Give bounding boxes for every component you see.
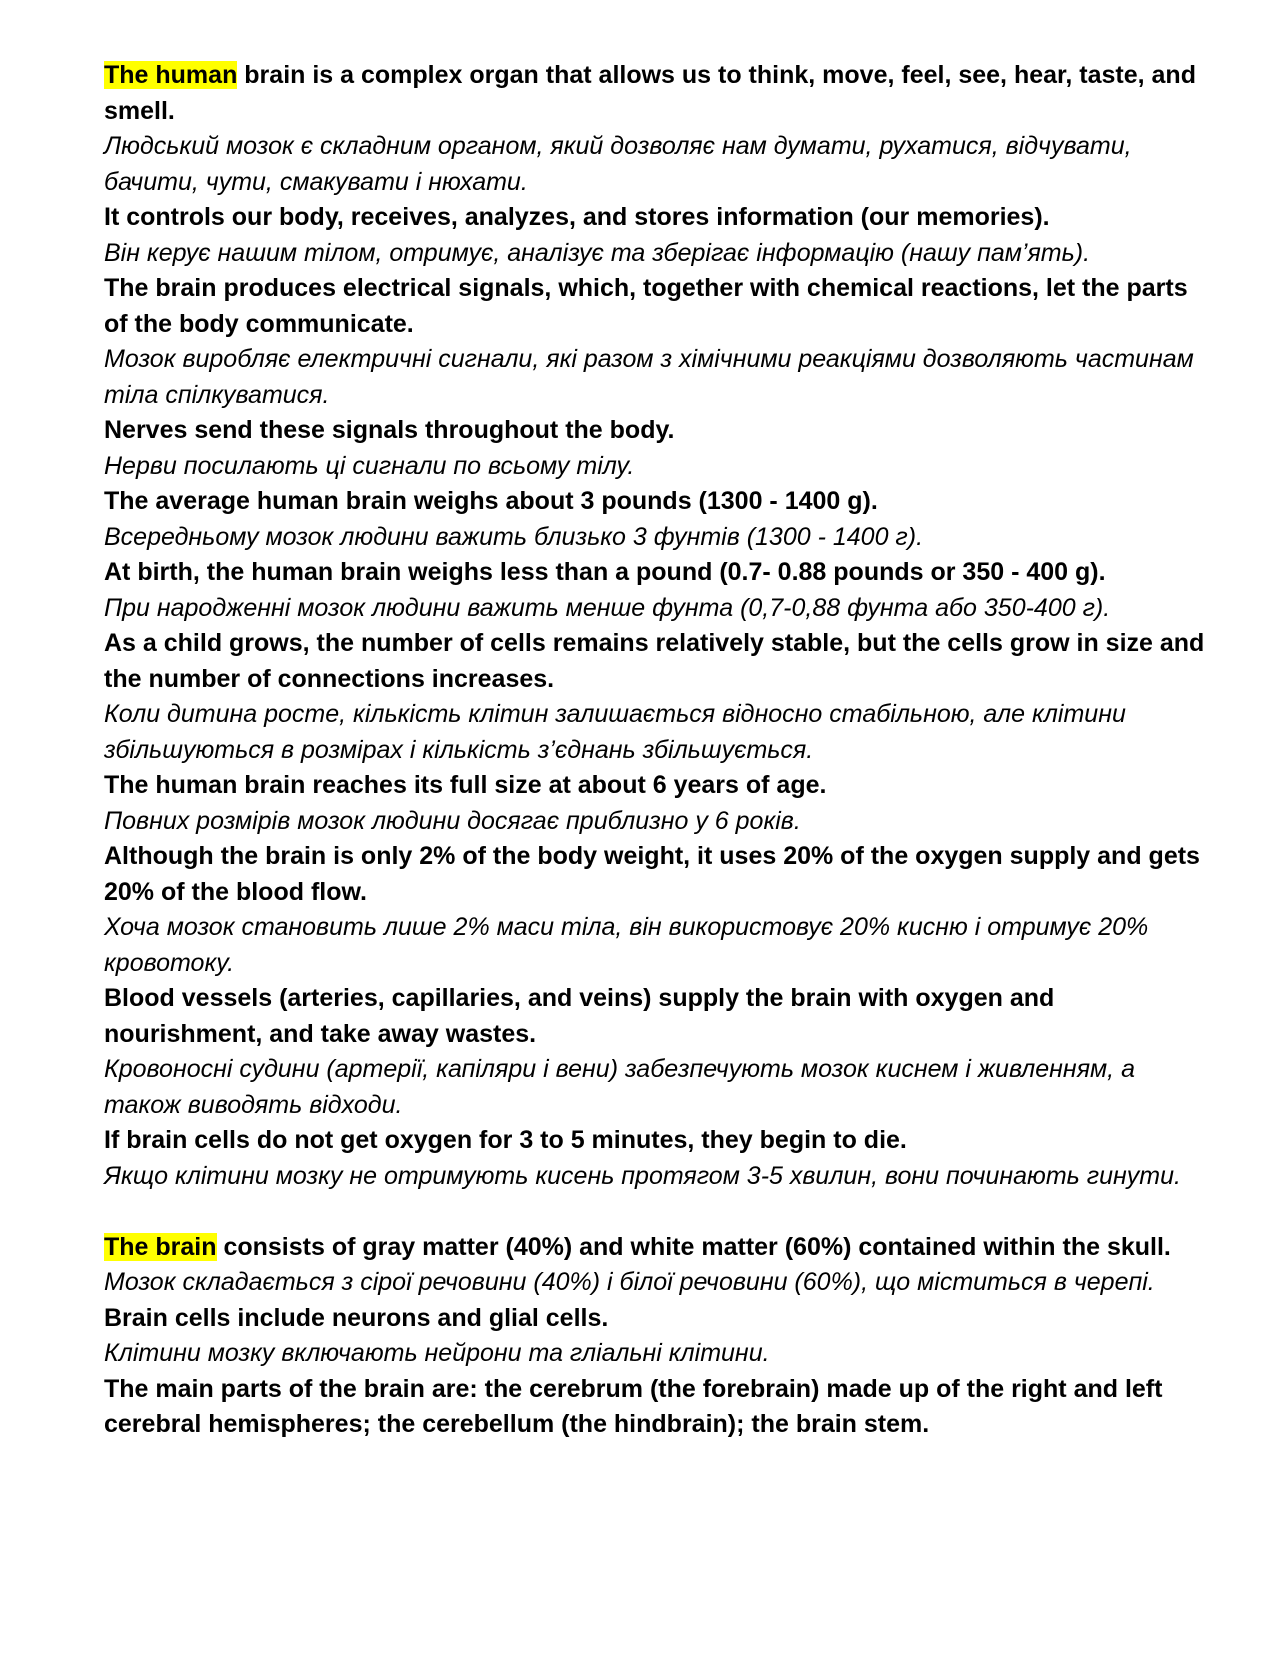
sentence-translation: Він керує нашим тілом, отримує, аналізує та зберігає інформацію (нашу пам’ять). <box>104 238 1091 267</box>
document-page <box>104 58 1214 1443</box>
sentence-english: The main parts of the brain are: the cerebrum (the forebrain) made up of the right and left cerebral hemispheres; the cerebellum (the hindbrain); the brain stem. <box>104 1374 1163 1438</box>
sentence-translation: Кровоносні судини (артерії, капіляри і вени) забезпечують мозок киснем і живленням, а також виводять відходи. <box>104 1055 1135 1119</box>
paragraph-spacer <box>104 1194 1214 1230</box>
sentence-english: Blood vessels (arteries, capillaries, and veins) supply the brain with oxygen and nourishment, and take away wastes. <box>104 984 1055 1048</box>
sentence-translation: Людський мозок є складним органом, який дозволяє нам думати, рухатися, відчувати, бачити, чути, смакувати і нюхати. <box>104 132 1132 196</box>
sentence-translation: Клітини мозку включають нейрони та гліальні клітини. <box>104 1339 770 1367</box>
sentence-english: The average human brain weighs about 3 pounds (1300 - 1400 g). <box>104 487 878 515</box>
sentence-english: The brain produces electrical signals, which, together with chemical reactions, let the parts of the body communicate. <box>104 274 1188 338</box>
sentence-english: The human brain reaches its full size at about 6 years of age. <box>104 771 827 799</box>
sentence-english <box>104 58 1214 129</box>
sentence-translation: Хоча мозок становить лише 2% маси тіла, він використовує 20% кисню і отримує 20% кровотоку. <box>104 913 1149 977</box>
highlighted-text: The brain <box>104 1232 217 1261</box>
sentence-english: Nerves send these signals throughout the body. <box>104 416 675 444</box>
sentence-english <box>104 1230 1214 1266</box>
sentence-translation: Мозок складається з сірої речовини (40%) і білої речовини (60%), що міститься в черепі. <box>104 1268 1155 1296</box>
sentence-english: It controls our body, receives, analyzes, and stores information (our memories). <box>104 203 1050 231</box>
sentence-translation: Коли дитина росте, кількість клітин залишається відносно стабільною, але клітини збільшуються в розмірах і кількість з’єднань збільшується. <box>104 700 1126 764</box>
sentence-translation: При народженні мозок людини важить менше фунта (0,7-0,88 фунта або 350-400 г). <box>104 593 1111 622</box>
sentence-english: Brain cells include neurons and glial cells. <box>104 1303 609 1332</box>
sentence-translation: Всередньому мозок людини важить близько 3 фунтів (1300 - 1400 г). <box>104 522 924 551</box>
sentence-english: As a child grows, the number of cells remains relatively stable, but the cells grow in size and the number of connections increases. <box>104 629 1205 693</box>
sentence-translation: Якщо клітини мозку не отримують кисень протягом 3-5 хвилин, вони починають гинути. <box>104 1161 1181 1190</box>
sentence-text: brain is a complex organ that allows us to think, move, feel, see, hear, taste, and smell. <box>104 61 1196 125</box>
sentence-translation: Мозок виробляє електричні сигнали, які разом з хімічними реакціями дозволяють частинам тіла спілкуватися. <box>104 345 1194 409</box>
highlighted-text: The human <box>104 61 238 89</box>
sentence-text: consists of gray matter (40%) and white matter (60%) contained within the skull. <box>216 1232 1171 1261</box>
sentence-english: If brain cells do not get oxygen for 3 to 5 minutes, they begin to die. <box>104 1126 907 1154</box>
sentence-translation: Нерви посилають ці сигнали по всьому тілу. <box>104 451 635 480</box>
sentence-translation: Повних розмірів мозок людини досягає приблизно у 6 років. <box>104 806 801 835</box>
sentence-english: At birth, the human brain weighs less than a pound (0.7- 0.88 pounds or 350 - 400 g). <box>104 558 1106 586</box>
sentence-english: Although the brain is only 2% of the body weight, it uses 20% of the oxygen supply and gets 20% of the blood flow. <box>104 842 1200 906</box>
